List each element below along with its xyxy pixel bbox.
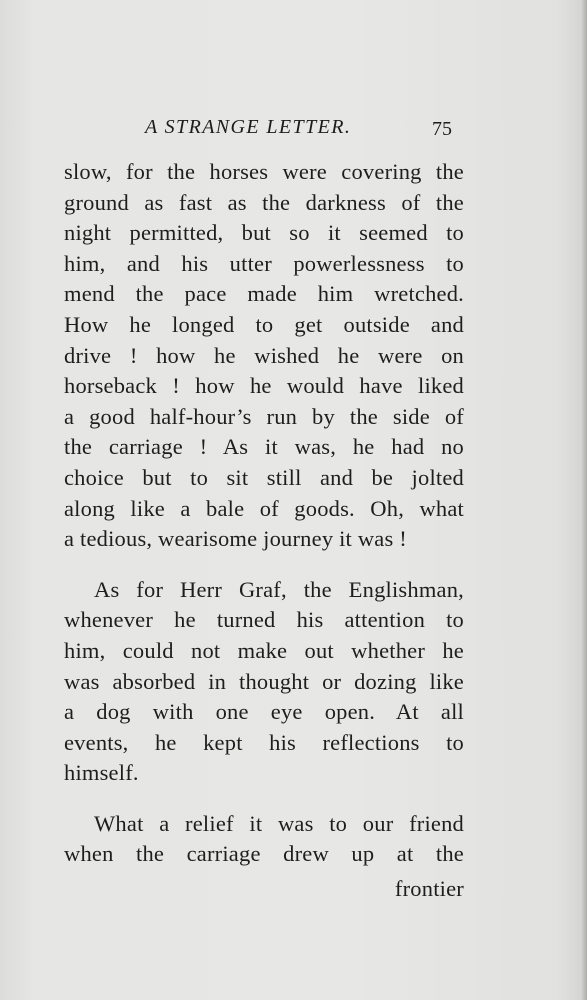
text-line: was absorbed in thought or dozing like	[64, 668, 464, 694]
paragraph	[64, 575, 464, 789]
text-line: himself.	[64, 760, 139, 786]
text-line: What a relief it was to our friend	[94, 810, 464, 836]
text-line: As for Herr Graf, the Englishman,	[94, 576, 464, 602]
page-header	[0, 116, 587, 146]
text-line: whenever he turned his attention to	[64, 607, 464, 633]
text-line: events, he kept his reflections to	[64, 729, 464, 755]
text-line: slow, for the horses were covering the	[64, 159, 464, 184]
text-line: night permitted, but so it seemed to	[64, 220, 464, 246]
text-line: mend the pace made him wretched.	[64, 281, 464, 307]
text-line: a dog with one eye open. At all	[64, 699, 464, 725]
text-line: a good half-hour’s run by the side of	[64, 403, 464, 429]
paragraph-gap	[64, 789, 464, 809]
catchword: frontier	[394, 876, 464, 902]
body-text	[64, 157, 464, 905]
text-line: drive ! how he wished he were on	[64, 342, 464, 368]
page-number: 75	[432, 118, 452, 140]
page-edge-shadow	[581, 0, 587, 1000]
text-line: the carriage ! As it was, he had no	[64, 434, 464, 460]
running-head: A STRANGE LETTER.	[145, 116, 352, 138]
paragraph	[64, 809, 464, 870]
text-line: a tedious, wearisome journey it was !	[64, 526, 407, 552]
text-line: choice but to sit still and be jolted	[64, 464, 464, 490]
paragraph-gap	[64, 555, 464, 575]
paragraph	[64, 157, 464, 555]
text-line: horseback ! how he would have liked	[64, 373, 464, 399]
text-line: How he longed to get outside and	[64, 311, 464, 337]
text-line: ground as fast as the darkness of the	[64, 189, 464, 215]
text-line: when the carriage drew up at the	[64, 841, 464, 867]
text-line: him, could not make out whether he	[64, 637, 464, 663]
text-line: along like a bale of goods. Oh, what	[64, 495, 464, 521]
text-line: him, and his utter powerlessness to	[64, 250, 464, 276]
